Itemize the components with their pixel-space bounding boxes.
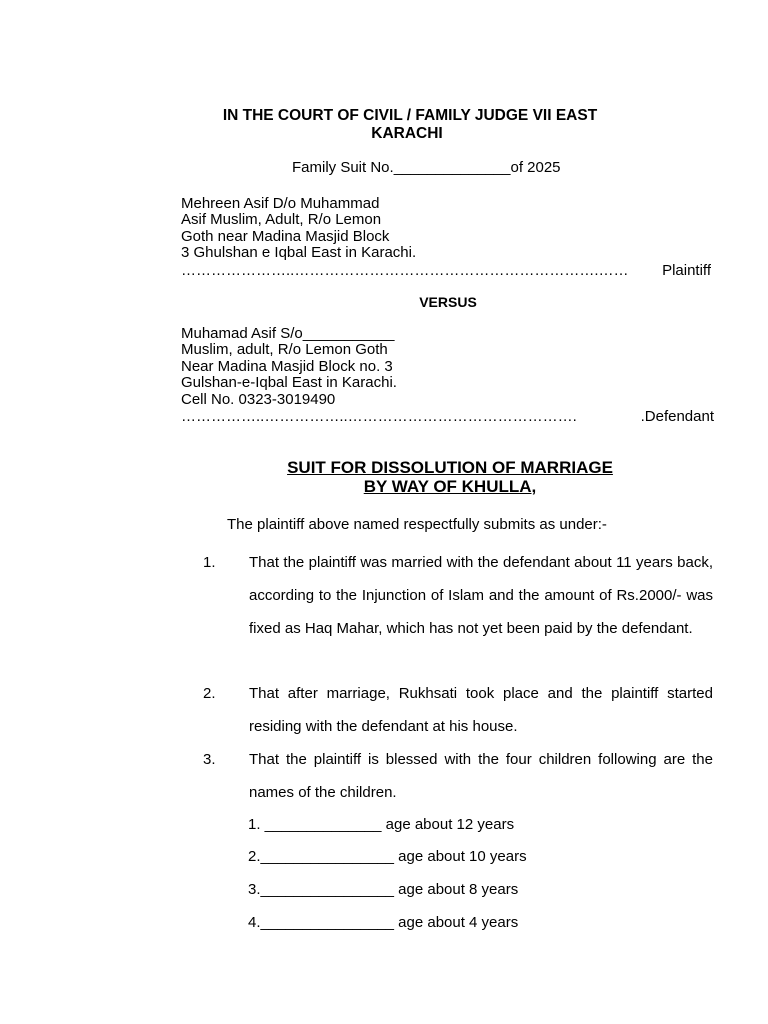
plaintiff-line: Asif Muslim, Adult, R/o Lemon bbox=[181, 211, 382, 229]
defendant-line: Near Madina Masjid Block no. 3 bbox=[181, 357, 393, 375]
paragraph-number: 2. bbox=[203, 685, 216, 702]
child-list-item: 3.________________ age about 8 years bbox=[248, 881, 519, 898]
defendant-dots: ……………..……………..………………………………………. bbox=[181, 408, 577, 425]
paragraph-number: 3. bbox=[203, 751, 216, 768]
defendant-line: Muhamad Asif S/o___________ bbox=[181, 325, 395, 342]
suit-title-line2: BY WAY OF KHULLA, bbox=[363, 477, 537, 496]
plaintiff-line: Goth near Madina Masjid Block bbox=[181, 227, 390, 245]
paragraph-number: 1. bbox=[203, 554, 216, 571]
plaintiff-line: Mehreen Asif D/o Muhammad bbox=[181, 195, 380, 212]
paragraph-text: That the plaintiff was married with the defendant about 11 years back, according to the Injunction of Islam and the amount of Rs.2000/- was fixed as Haq Mahar, which has not yet been paid by the defendant. bbox=[249, 554, 713, 637]
child-list-item: 1. ______________ age about 12 years bbox=[248, 816, 515, 833]
child-list-item: 2.________________ age about 10 years bbox=[248, 848, 527, 865]
plaintiff-role-label: Plaintiff bbox=[662, 262, 711, 279]
child-list-item: 4.________________ age about 4 years bbox=[248, 914, 519, 931]
paragraph-text: That the plaintiff is blessed with the four children following are the names of the children. bbox=[249, 751, 713, 801]
versus-heading: VERSUS bbox=[419, 294, 477, 310]
plaintiff-details bbox=[181, 196, 416, 262]
defendant-role-label: .Defendant bbox=[640, 408, 714, 425]
court-heading-line2: KARACHI bbox=[371, 125, 443, 142]
plaintiff-line: 3 Ghulshan e Iqbal East in Karachi. bbox=[181, 244, 417, 262]
suit-title-line1: SUIT FOR DISSOLUTION OF MARRIAGE bbox=[287, 458, 613, 477]
defendant-line: Gulshan-e-Iqbal East in Karachi. bbox=[181, 374, 397, 392]
plaintiff-dots: …………………..…………………………………………………….…… bbox=[181, 262, 629, 279]
paragraph-text: That after marriage, Rukhsati took place and the plaintiff started residing with the defendant at his house. bbox=[249, 685, 713, 735]
suit-number: Family Suit No.______________of 2025 bbox=[292, 159, 561, 176]
defendant-line: Cell No. 0323-3019490 bbox=[181, 390, 336, 408]
defendant-details bbox=[181, 326, 397, 408]
plaintiff-dotted-line bbox=[181, 262, 711, 279]
intro-statement: The plaintiff above named respectfully submits as under:- bbox=[227, 516, 607, 533]
defendant-dotted-line bbox=[181, 408, 714, 425]
defendant-line: Muslim, adult, R/o Lemon Goth bbox=[181, 341, 388, 359]
court-heading-line1: IN THE COURT OF CIVIL / FAMILY JUDGE VII EAST bbox=[222, 107, 598, 124]
